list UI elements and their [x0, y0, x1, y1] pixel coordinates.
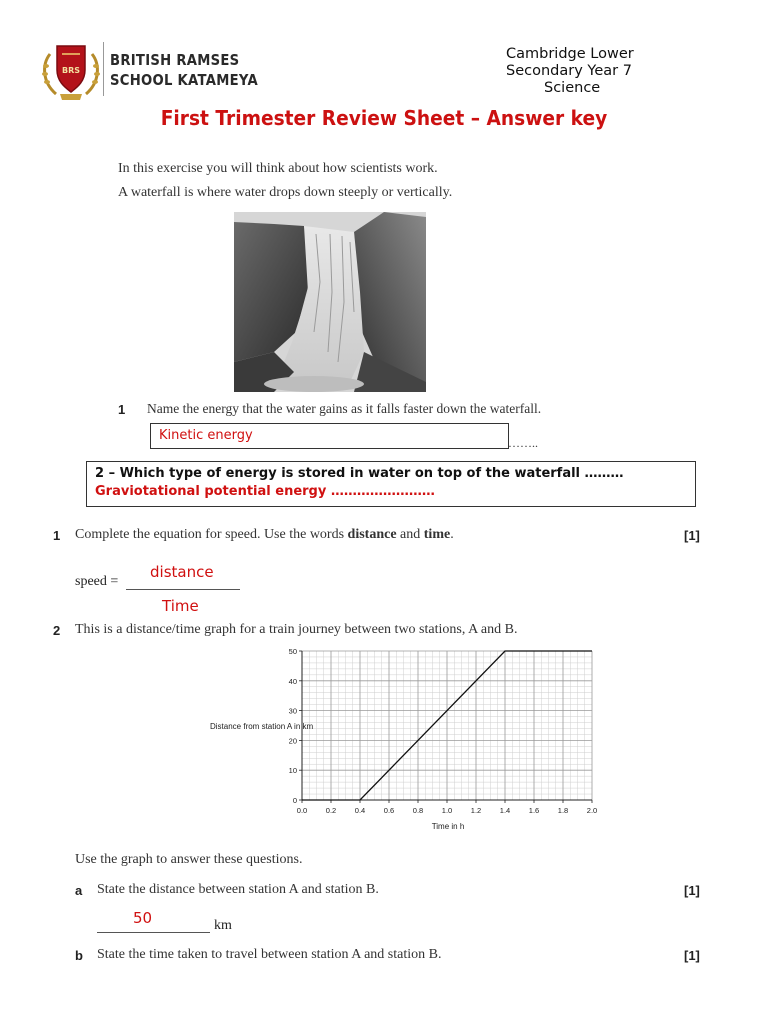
- use-graph-instruction: Use the graph to answer these questions.: [75, 852, 303, 867]
- x-tick-label: 1.4: [499, 806, 511, 815]
- answer-distance-value: 50: [133, 909, 153, 927]
- marks-part-b: [1]: [684, 948, 700, 963]
- y-tick-label: 10: [288, 766, 297, 776]
- page-title: First Trimester Review Sheet – Answer key: [160, 106, 608, 130]
- logo-divider: [103, 42, 104, 96]
- curriculum-line1: Cambridge Lower: [506, 46, 634, 62]
- x-tick-label: 1.8: [557, 806, 569, 815]
- speed-question-text: [75, 527, 454, 543]
- part-b-letter: b: [75, 948, 83, 963]
- answer-distance: distance: [150, 563, 214, 581]
- speed-question-text-post: .: [450, 527, 454, 542]
- answer-box-potential[interactable]: [86, 461, 696, 507]
- x-tick-label: 0.0: [296, 806, 308, 815]
- x-tick-label: 1.6: [528, 806, 540, 815]
- graph-question-text: This is a distance/time graph for a train journey between two stations, A and B.: [75, 622, 518, 637]
- y-tick-label: 30: [288, 706, 297, 716]
- x-tick-labels: [297, 800, 597, 815]
- speed-question-text-pre: Complete the equation for speed. Use the words: [75, 527, 348, 542]
- answer-box-kinetic[interactable]: [150, 423, 509, 449]
- graph-question-number: 2: [53, 623, 61, 638]
- marks-speed: [1]: [684, 528, 700, 543]
- part-a-text: State the distance between station A and station B.: [97, 882, 379, 897]
- crest-icon: [38, 40, 104, 104]
- question-1-text: Name the energy that the water gains as it falls faster down the waterfall.: [147, 401, 542, 416]
- x-tick-label: 1.0: [441, 806, 453, 815]
- intro-line-2: A waterfall is where water drops down steeply or vertically.: [118, 185, 453, 200]
- y-tick-label: 20: [288, 736, 297, 746]
- question-1-number: 1: [118, 402, 126, 417]
- answer-dots: ……..: [508, 436, 538, 450]
- answer-kinetic-energy: Kinetic energy: [159, 428, 253, 443]
- x-tick-label: 0.4: [354, 806, 366, 815]
- speed-question-text-mid: and: [396, 527, 424, 542]
- fraction-line: [126, 589, 240, 590]
- x-tick-label: 0.8: [412, 806, 424, 815]
- x-tick-label: 0.6: [383, 806, 395, 815]
- distance-time-graph: [150, 640, 610, 840]
- x-tick-label: 0.2: [325, 806, 337, 815]
- intro-line-1: In this exercise you will think about how scientists work.: [118, 161, 438, 176]
- curriculum-line3: Science: [544, 80, 601, 96]
- y-tick-label: 40: [288, 676, 297, 686]
- speed-question-number: 1: [53, 528, 61, 543]
- svg-text:BRS: BRS: [61, 66, 81, 75]
- speed-label: speed =: [75, 574, 119, 589]
- part-a-letter: a: [75, 883, 83, 898]
- answer-time: Time: [162, 597, 199, 615]
- x-tick-label: 2.0: [586, 806, 598, 815]
- y-tick-label: 50: [288, 647, 297, 656]
- unit-km: km: [214, 918, 232, 933]
- marks-part-a: [1]: [684, 883, 700, 898]
- school-name-line2: SCHOOL KATAMEYA: [110, 71, 258, 89]
- y-axis-label: Distance from station A in km: [210, 722, 314, 731]
- school-name: [110, 50, 258, 90]
- y-tick-label: 0: [292, 796, 297, 805]
- question-2-text: 2 – Which type of energy is stored in water on top of the waterfall ………: [95, 466, 624, 481]
- waterfall-image: [234, 212, 426, 392]
- curriculum-line2: Secondary Year 7: [506, 63, 632, 79]
- answer-potential-energy: Graviotational potential energy ……………………: [95, 484, 435, 499]
- word-time: time: [423, 527, 451, 542]
- part-b-text: State the time taken to travel between station A and station B.: [97, 947, 442, 962]
- answer-line[interactable]: [97, 932, 210, 933]
- curriculum-label: [506, 46, 666, 96]
- x-tick-label: 1.2: [470, 806, 482, 815]
- x-axis-label: Time in h: [431, 822, 465, 831]
- word-distance: distance: [347, 527, 397, 542]
- school-name-line1: BRITISH RAMSES: [110, 51, 240, 69]
